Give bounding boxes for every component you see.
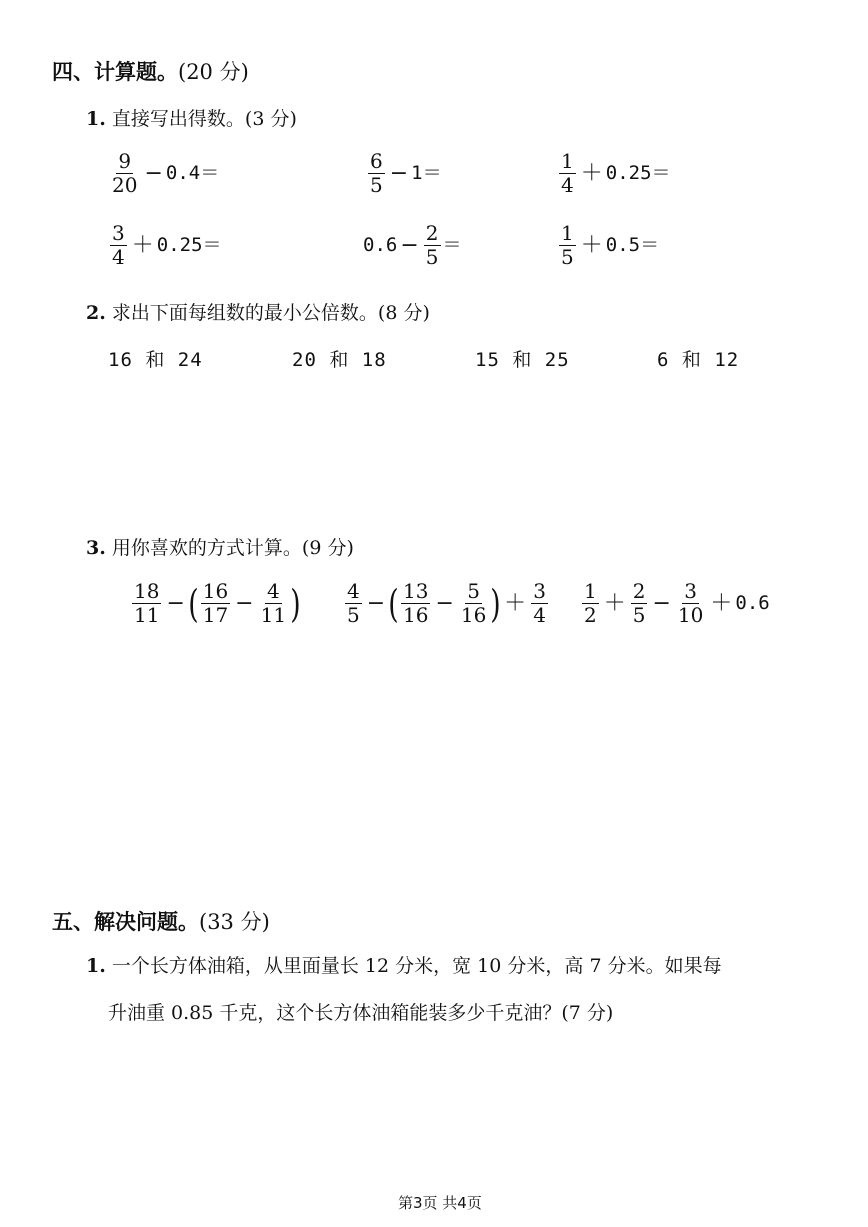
question-2-points: (8 分): [377, 302, 430, 324]
lcm-group: 16 和 24: [108, 349, 203, 371]
fraction: $\frac{18}{11}$: [134, 579, 160, 627]
oral-calc-item: $\frac{6}{5}$ − 1＝: [370, 149, 442, 197]
fraction: $\frac{3}{10}$: [677, 579, 704, 627]
section-5-title: 五、解决问题。: [52, 909, 199, 934]
section-4-points: (20 分): [178, 60, 249, 84]
question-3-text: 用你喜欢的方式计算。: [111, 537, 302, 559]
fraction: $\frac{4}{5}$: [347, 579, 360, 627]
fraction: $\frac{6}{5}$: [370, 149, 383, 197]
lcm-group: 20 和 18: [292, 349, 387, 371]
lcm-group: 15 和 25: [475, 349, 570, 371]
fraction: $\frac{13}{16}$: [403, 579, 429, 627]
oral-calc-item: 0.6 − $\frac{2}{5}$ ＝: [363, 221, 462, 269]
oral-calc-item: $\frac{1}{5}$ ＋ 0.5＝: [561, 221, 660, 269]
fraction: $\frac{4}{11}$: [260, 579, 287, 627]
lcm-group: 6 和 12: [657, 349, 740, 371]
fraction: $\frac{1}{5}$: [561, 221, 574, 269]
question-1-heading: [86, 104, 297, 131]
question-2-number: 2.: [86, 302, 106, 324]
question-3-points: (9 分): [301, 537, 354, 559]
oral-calc-item: $\frac{1}{4}$ ＋ 0.25＝: [561, 149, 671, 197]
fraction: $\frac{3}{4}$: [112, 221, 125, 269]
calc-expression-1: $\frac{18}{11}$ − ( $\frac{16}{17}$ − $\frac{4}{11}$ ): [134, 579, 301, 627]
fraction: $\frac{1}{2}$: [584, 579, 597, 627]
fraction: $\frac{16}{17}$: [202, 579, 229, 627]
section-4-heading: [52, 56, 249, 86]
fraction: $\frac{1}{4}$: [561, 149, 574, 197]
section-5-points: (33 分): [199, 910, 270, 934]
page-number: 第3页 共4页: [398, 1194, 482, 1212]
calc-expression-3: $\frac{1}{2}$ ＋ $\frac{2}{5}$ − $\frac{3}{10}$ ＋ 0.6: [584, 579, 770, 627]
calc-expression-2: $\frac{4}{5}$ − ( $\frac{13}{16}$ − $\frac{5}{16}$ ) ＋ $\frac{3}{4}$: [347, 579, 546, 627]
section-4-title: 四、计算题。: [52, 59, 178, 84]
oral-calc-item: $\frac{9}{20}$ − 0.4＝: [112, 149, 220, 197]
problem-1-line-1: 1. 一个长方体油箱，从里面量长 12 分米，宽 10 分米，高 7 分米。如果每: [86, 955, 722, 977]
fraction: $\frac{3}{4}$: [533, 579, 546, 627]
section-5-heading: [52, 906, 270, 936]
question-2-heading: [86, 298, 430, 325]
question-3-number: 3.: [86, 537, 106, 559]
question-3-heading: [86, 533, 354, 560]
fraction: $\frac{2}{5}$: [425, 221, 439, 269]
oral-calc-item: $\frac{3}{4}$ ＋ 0.25＝: [112, 221, 222, 269]
question-1-number: 1.: [86, 108, 106, 130]
question-1-points: (3 分): [244, 108, 297, 130]
question-1-text: 直接写出得数。: [111, 108, 245, 130]
problem-1-number: 1.: [86, 955, 106, 977]
problem-1-line-2: 升油重 0.85 千克，这个长方体油箱能装多少千克油？(7 分): [108, 1002, 614, 1024]
fraction: $\frac{9}{20}$: [112, 149, 138, 197]
fraction: $\frac{5}{16}$: [460, 579, 487, 627]
fraction: $\frac{2}{5}$: [632, 579, 646, 627]
question-2-text: 求出下面每组数的最小公倍数。: [111, 302, 378, 324]
